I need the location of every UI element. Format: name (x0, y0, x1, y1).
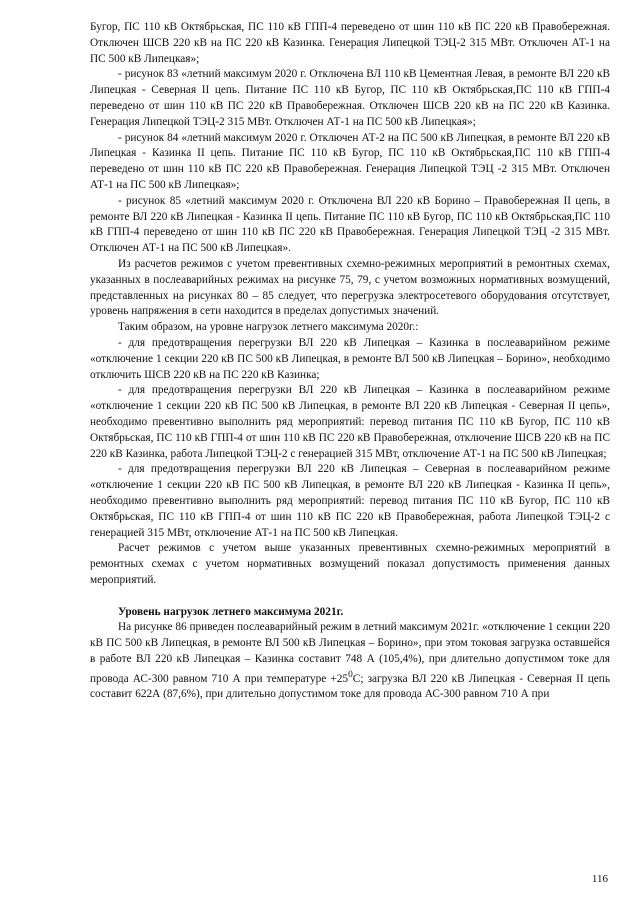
section-spacer (90, 589, 610, 605)
degree-superscript: 0 (348, 669, 353, 680)
list-item-measure-2: - для предотвращения перегрузки ВЛ 220 кВ Липецкая – Казинка в послеаварийном режиме «отключение 1 секции 220 кВ ПС 500 кВ Липецкая, в ремонте ВЛ 220 кВ Липецкая - Северная II цепь», необходимо превентивно выполнить ряд мероприятий: перевод питания ПС 110 кВ Бугор, ПС 110 кВ Октябрьская, ПС 110 кВ ГПП-4 от шин 110 кВ ПС 220 кВ Правобережная, отключение ШСВ 220 кВ на ПС 220 кВ Казинка, работа Липецкой ТЭЦ-2 с генерацией 315 МВт, отключение АТ-1 на ПС 500 кВ Липецкая; (90, 384, 610, 460)
list-item-figure-85: - рисунок 85 «летний максимум 2020 г. Отключена ВЛ 220 кВ Борино – Правобережная II цепь, в ремонте ВЛ 220 кВ Липецкая - Казинка II цепь. Питание ПС 110 кВ Бугор, ПС 110 кВ Октябрьская,ПС 110 кВ ГПП-4 переведено от шин 110 кВ ПС 220 кВ Правобережная. Генерация Липецкой ТЭЦ -2 315 МВт. Отключен АТ-1 на ПС 500 кВ Липецкая». (90, 194, 610, 255)
list-item-measure-3: - для предотвращения перегрузки ВЛ 220 кВ Липецкая – Северная в послеаварийном режиме «отключение 1 секции 220 кВ ПС 500 кВ Липецкая, в ремонте ВЛ 220 кВ Липецкая - Казинка II цепь», необходимо превентивно выполнить ряд мероприятий: перевод питания ПС 110 кВ Бугор, ПС 110 кВ Октябрьская, ПС 110 кВ ГПП-4 от шин 110 кВ ПС 220 кВ Правобережная, работа Липецкой ТЭЦ-2 с генерацией 315 МВт, отключение АТ-1 на ПС 500 кВ Липецкая. (90, 463, 610, 539)
list-item-figure-83: - рисунок 83 «летний максимум 2020 г. Отключена ВЛ 110 кВ Цементная Левая, в ремонте ВЛ 220 кВ Липецкая - Северная II цепь. Питание ПС 110 кВ Бугор, ПС 110 кВ Октябрьская,ПС 110 кВ ГПП-4 переведено от шин 110 кВ ПС 220 кВ Правобережная. Отключен ШСВ 220 кВ на ПС 220 кВ Казинка. Генерация Липецкой ТЭЦ-2 315 МВт. Отключен АТ-1 на ПС 500 кВ Липецкая»; (90, 68, 610, 128)
paragraph-figure-86-part2: С; загрузка ВЛ 220 кВ Липецкая - Северная II цепь составит 622А (87,6%), при длительно допустимом токе для провода АС-300 равном 710 А при (90, 672, 611, 701)
paragraph-figure-86-part1: На рисунке 86 приведен послеаварийный режим в летний максимум 2021г. «отключение 1 секции 220 кВ ПС 500 кВ Липецкая, в ремонте ВЛ 500 кВ Липецкая – Борино», при этом токовая загрузка оставшейся в работе ВЛ 220 кВ Липецкая – Казинка составит 748 А (105,4%), при длительно допустимом токе для провода АС-300 равном 710 А при температуре +25 (90, 621, 610, 685)
document-body (90, 20, 610, 703)
paragraph-calculation-results: Из расчетов режимов с учетом превентивных схемно-режимных мероприятий в ремонтных схемах, указанных в послеаварийных режимах на рисунке 75, 79, с учетом возможных нормативных возмущений, представленных на рисунках 80 – 85 следует, что перегрузка электросетевого оборудования отсутствует, уровень напряжения в сети находится в пределах допустимых значений. (90, 257, 610, 318)
list-item-measure-1: - для предотвращения перегрузки ВЛ 220 кВ Липецкая – Казинка в послеаварийном режиме «отключение 1 секции 220 кВ ПС 500 кВ Липецкая, в ремонте ВЛ 500 кВ Липецкая – Борино», необходимо отключить ШСВ 220 кВ на ПС 220 кВ Казинка; (90, 336, 610, 381)
page-number: 116 (591, 873, 608, 885)
paragraph-continuation: Бугор, ПС 110 кВ Октябрьская, ПС 110 кВ ГПП-4 переведено от шин 110 кВ ПС 220 кВ Правобережная. Отключен ШСВ 220 кВ на ПС 220 кВ Казинка. Генерация Липецкой ТЭЦ-2 315 МВт. Отключен АТ-1 на ПС 500 кВ Липецкая»; (90, 21, 610, 65)
paragraph-figure-86 (90, 620, 610, 703)
paragraph-summary-intro: Таким образом, на уровне нагрузок летнего максимума 2020г.: (118, 321, 419, 334)
list-item-figure-84: - рисунок 84 «летний максимум 2020 г. Отключен АТ-2 на ПС 500 кВ Липецкая, в ремонте ВЛ 220 кВ Липецкая - Казинка II цепь. Питание ПС 110 кВ Бугор, ПС 110 кВ Октябрьская,ПС 110 кВ ГПП-4 переведено от шин 110 кВ ПС 220 кВ Правобережная. Генерация Липецкой ТЭЦ -2 315 МВт. Отключен АТ-1 на ПС 500 кВ Липецкая»; (90, 131, 610, 191)
section-heading-2021: Уровень нагрузок летнего максимума 2021г. (118, 605, 344, 618)
paragraph-conclusion: Расчет режимов с учетом выше указанных превентивных схемно-режимных мероприятий в ремонтных схемах с учетом нормативных возмущений показал допустимость применения данных мероприятий. (90, 542, 610, 586)
